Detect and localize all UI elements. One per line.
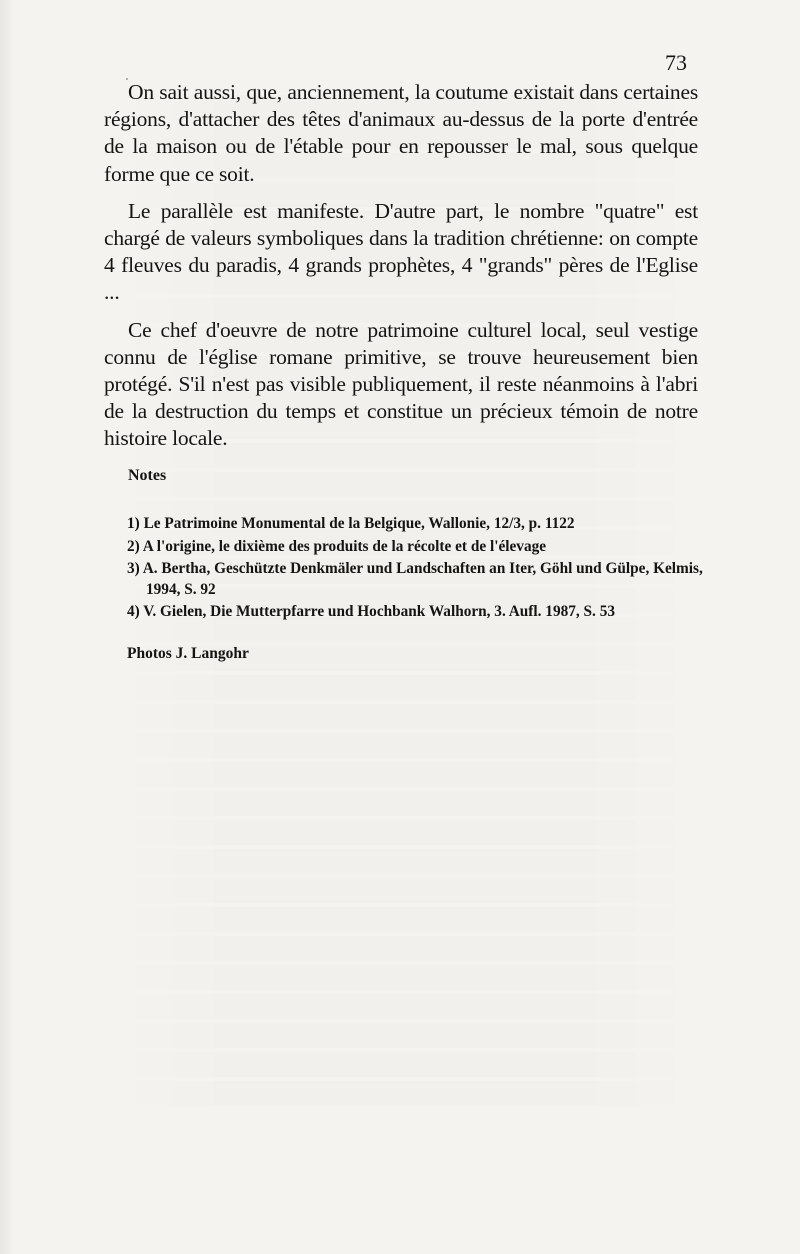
photo-credit: Photos J. Langohr (127, 645, 249, 662)
main-text (104, 79, 698, 463)
paragraph-3: Ce chef d'oeuvre de notre patrimoine culturel local, seul vestige connu de l'église romane primitive, se trouve heureusement bien protégé. S'il n'est pas visible publiquement, il reste néanmoins à l'abri de la destruction du temps et constitue un précieux témoin de notre histoire locale. (104, 317, 698, 451)
note-item: 4) V. Gielen, Die Mutterpfarre und Hochbank Walhorn, 3. Aufl. 1987, S. 53 (127, 603, 615, 621)
notes-heading: Notes (128, 467, 167, 484)
paragraph-1: On sait aussi, que, anciennement, la coutume existait dans certaines régions, d'attacher des têtes d'animaux au-dessus de la porte d'entrée de la maison ou de l'étable pour en repousser le mal, sous quelque forme que ce soit. (104, 80, 698, 186)
page-number: 73 (665, 50, 687, 75)
note-item: 2) A l'origine, le dixième des produits de la récolte et de l'élevage (127, 537, 547, 555)
paragraph-2: Le parallèle est manifeste. D'autre part, le nombre "quatre" est chargé de valeurs symboliques dans la tradition chrétienne: on compte 4 fleuves du paradis, 4 grands prophètes, 4 "grands" pères de l'Eglise ... (104, 198, 698, 305)
note-item: 3) A. Bertha, Geschützte Denkmäler und Landschaften an Iter, Göhl und Gülpe, Kelmis, 1994, S. 92 (127, 560, 703, 598)
scan-edge-shadow (0, 0, 14, 1254)
notes-list (127, 514, 707, 625)
note-item: 1) Le Patrimoine Monumental de la Belgique, Wallonie, 12/3, p. 1122 (127, 515, 575, 532)
